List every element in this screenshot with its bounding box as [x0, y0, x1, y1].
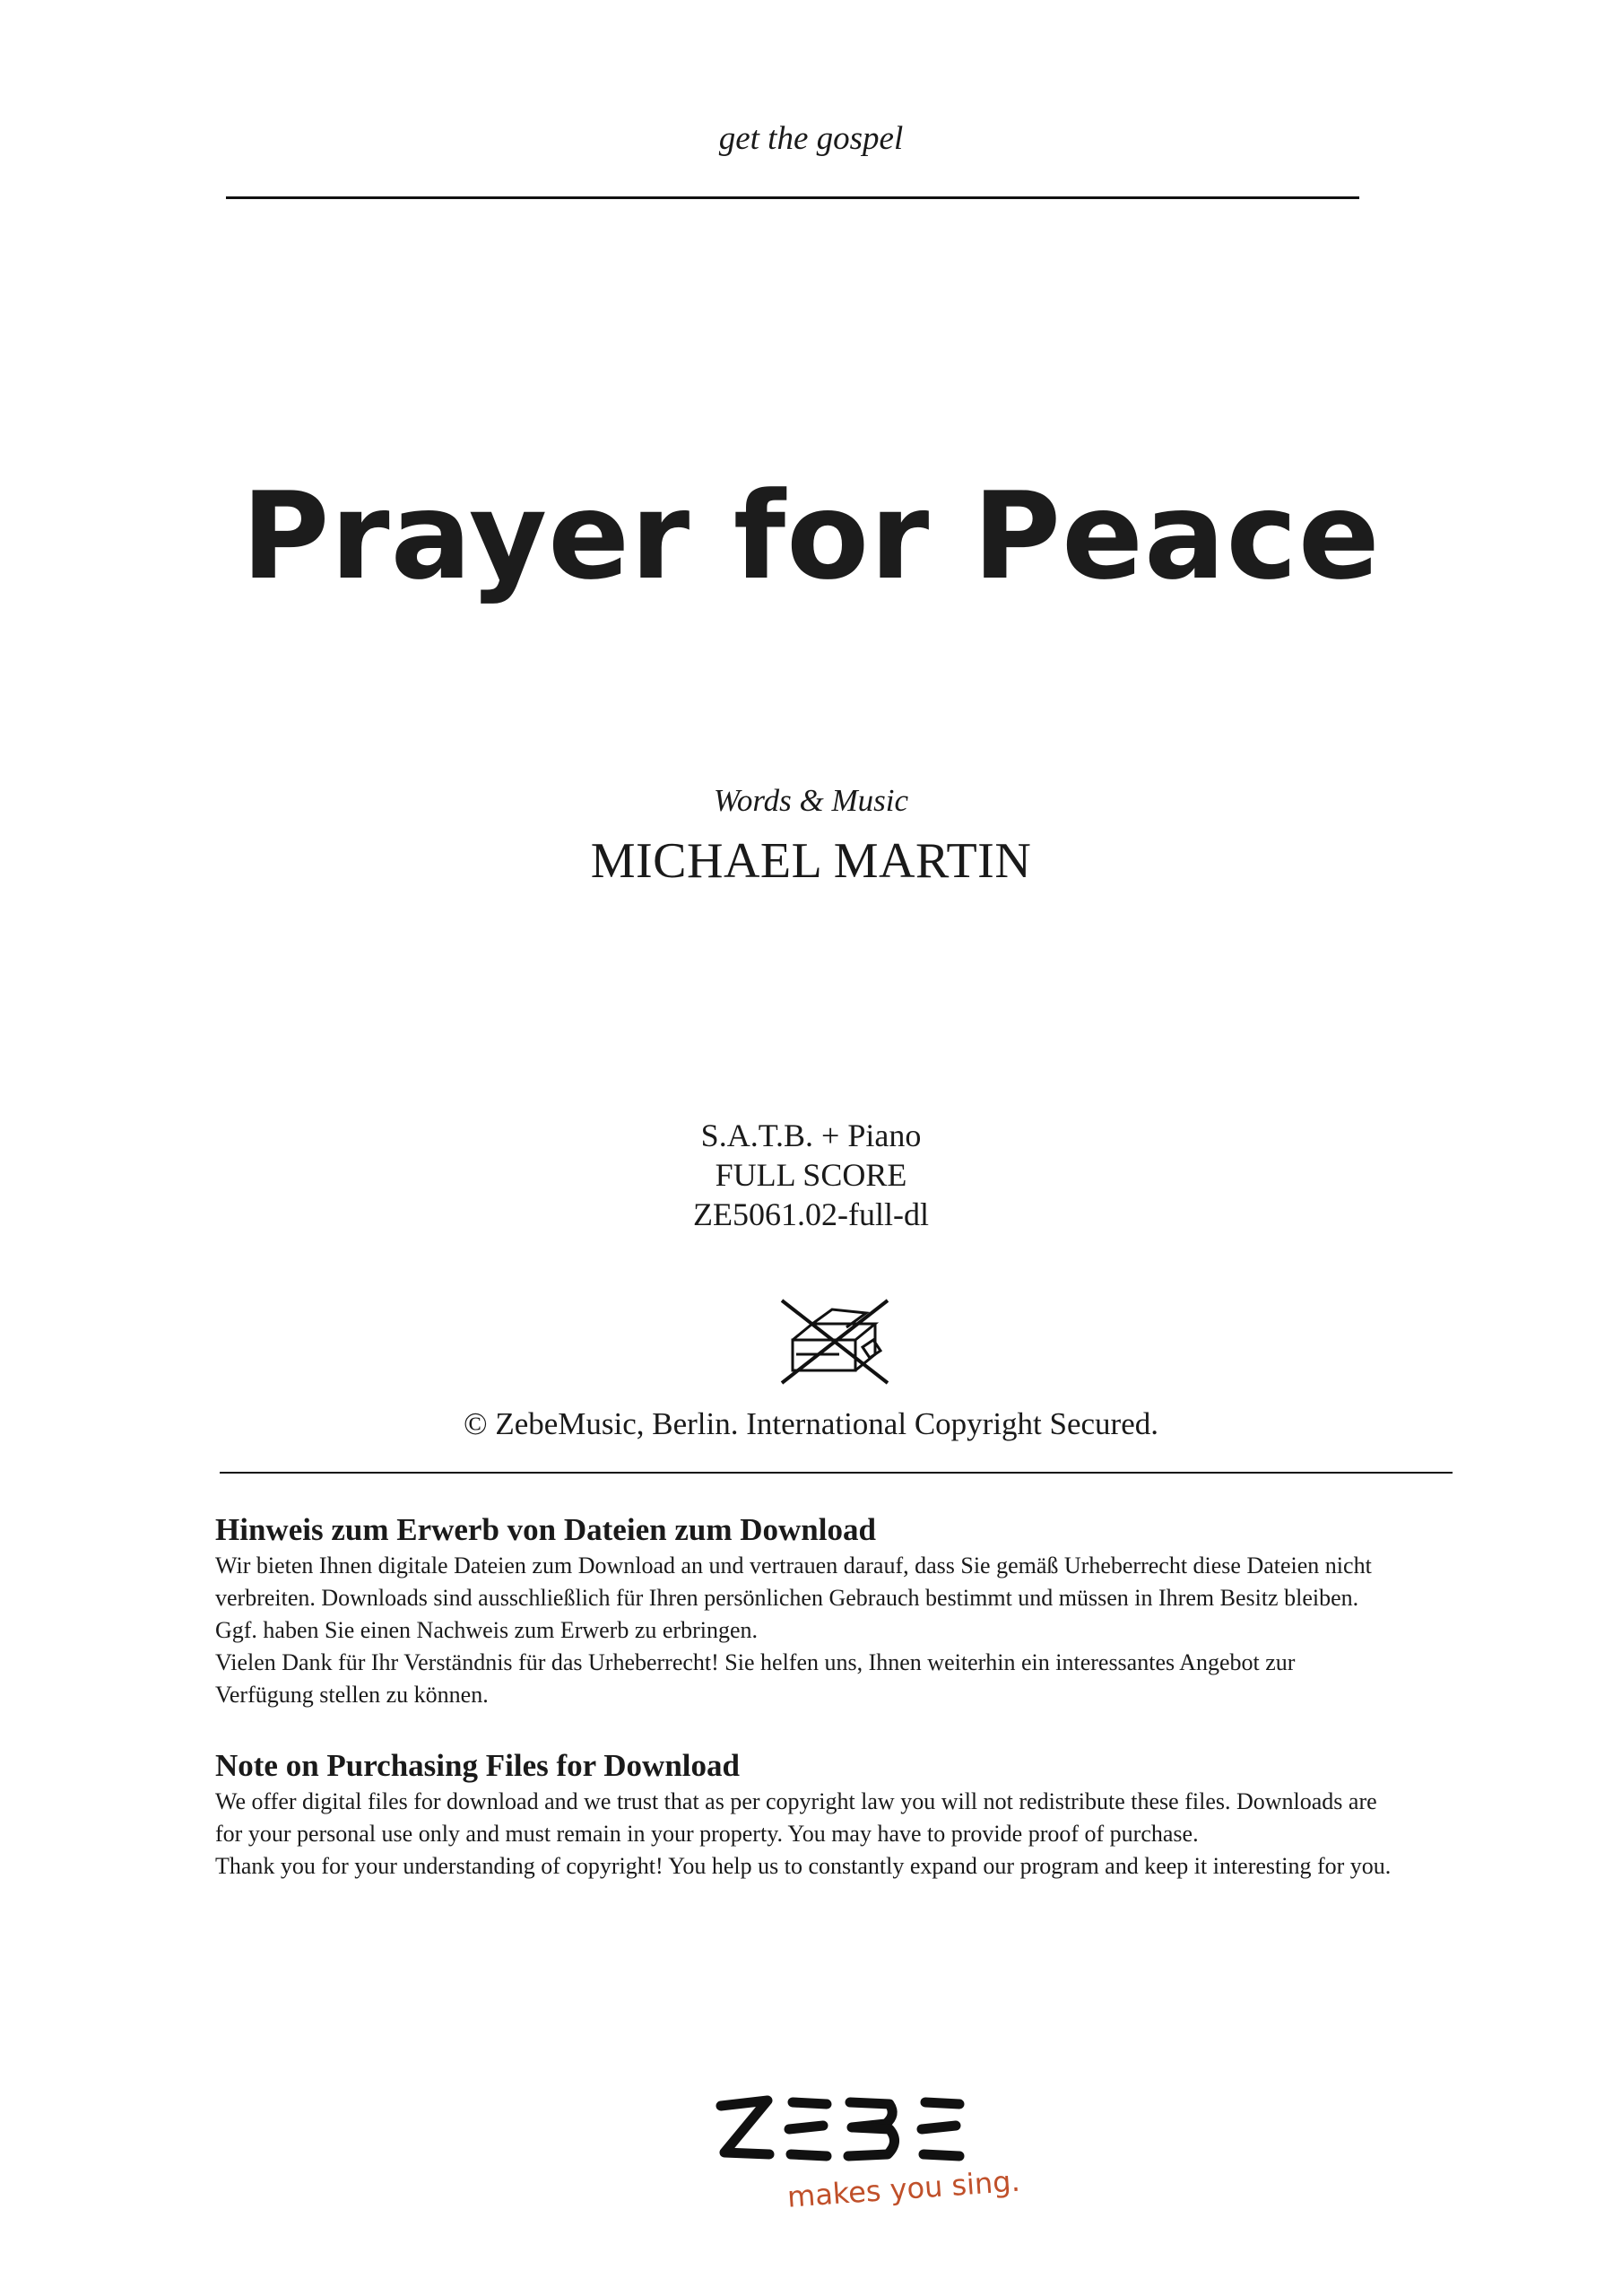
notice-line: Vielen Dank für Ihr Verständnis für das Urheberrecht! Sie helfen uns, Ihnen weiterhin ein interessantes Angebot zur: [215, 1649, 1296, 1675]
middle-divider: [220, 1472, 1453, 1474]
notice-line: for your personal use only and must remain in your property. You may have to provide proof of purchase.: [215, 1821, 1199, 1847]
notice-german: [215, 1510, 1470, 1711]
series-header: get the gospel: [718, 120, 904, 157]
notice-heading: Hinweis zum Erwerb von Dateien zum Download: [215, 1512, 876, 1547]
notice-line: Thank you for your understanding of copyright! You help us to constantly expand our program and keep it interesting for you.: [215, 1853, 1392, 1879]
copyright-notice: © ZebeMusic, Berlin. International Copyright Secured.: [463, 1406, 1158, 1441]
notice-heading: Note on Purchasing Files for Download: [215, 1748, 740, 1783]
catalog-number: ZE5061.02-full-dl: [693, 1196, 929, 1232]
composer-name: MICHAEL MARTIN: [590, 833, 1032, 889]
notice-english: [215, 1746, 1470, 1883]
notice-line: Wir bieten Ihnen digitale Dateien zum Download an und vertrauen darauf, dass Sie gemäß Urheberrecht diese Dateien nicht: [215, 1552, 1372, 1578]
top-divider: [226, 196, 1359, 199]
zebe-logo: [717, 2090, 1021, 2215]
edition-info: [0, 1116, 1622, 1234]
voicing: S.A.T.B. + Piano: [700, 1118, 922, 1153]
credit-label: Words & Music: [713, 783, 909, 818]
score-type: FULL SCORE: [715, 1157, 907, 1193]
notice-line: We offer digital files for download and we trust that as per copyright law you will not redistribute these files. Downloads are: [215, 1788, 1377, 1814]
notice-line: verbreiten. Downloads sind ausschließlich für Ihren persönlichen Gebrauch bestimmt und müssen in Ihrem Besitz bleiben.: [215, 1585, 1359, 1611]
svg-text:makes you sing.: makes you sing.: [785, 2163, 1021, 2214]
page-title: Prayer for Peace: [241, 466, 1381, 606]
notice-line: Ggf. haben Sie einen Nachweis zum Erwerb zu erbringen.: [215, 1617, 758, 1643]
no-photocopy-icon: [776, 1297, 893, 1387]
notice-line: Verfügung stellen zu können.: [215, 1682, 489, 1708]
